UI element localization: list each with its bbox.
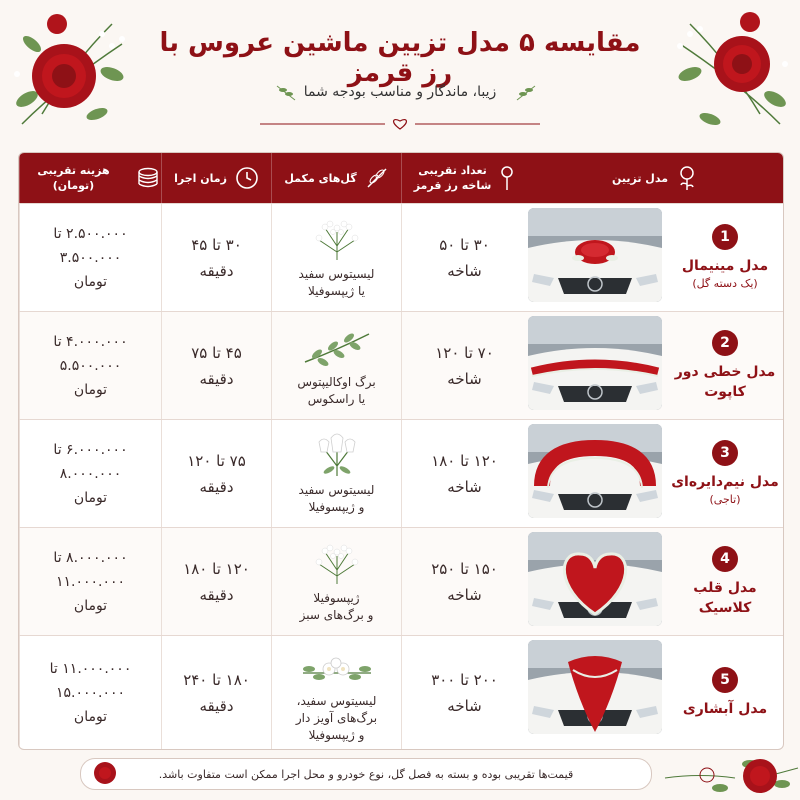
- model-number-badge: 5: [712, 667, 738, 693]
- cell-cost: [19, 528, 161, 636]
- table-row: [19, 635, 783, 750]
- cost-range-from: ۶.۰۰۰.۰۰۰ تا: [53, 442, 128, 458]
- model-info: [667, 204, 783, 312]
- leaf-icon: [365, 166, 389, 190]
- complementary-flowers-icon: [297, 643, 377, 689]
- complementary-flowers: [299, 482, 375, 516]
- cell-time: [161, 204, 271, 312]
- car-decoration-image: [528, 640, 662, 734]
- cost-range-from: ۱۱.۰۰۰.۰۰۰ تا: [49, 661, 132, 677]
- model-name: مدل نیم‌دایره‌ای: [671, 474, 779, 490]
- col-header-model-label: مدل تزیین: [611, 171, 669, 185]
- cell-model: [527, 420, 783, 528]
- model-info: [667, 528, 783, 636]
- page-title: مقایسه ۵ مدل تزیین ماشین عروس با رز قرمز: [159, 28, 641, 88]
- rose-bouquet-bottom-right-icon: [660, 748, 800, 800]
- flowers-line-1: لیسیتوس سفید: [298, 483, 375, 497]
- execution-time-unit: دقیقه: [199, 262, 234, 280]
- cost-range-to: ۸.۰۰۰.۰۰۰: [59, 466, 122, 482]
- model-name: مدل خطی دور کاپوت: [674, 364, 776, 400]
- cell-flowers: [271, 636, 401, 750]
- col-header-time-label: زمان اجرا: [174, 171, 227, 185]
- col-header-cost: [19, 153, 161, 203]
- cell-time: [161, 528, 271, 636]
- cell-cost: [19, 636, 161, 750]
- rose-count: ۱۲۰ تا ۱۸۰: [431, 452, 498, 470]
- rose-count: ۲۰۰ تا ۳۰۰: [431, 671, 498, 689]
- rose-count-unit: شاخه: [447, 697, 482, 715]
- model-info: [667, 312, 783, 420]
- complementary-flowers-icon: [297, 324, 377, 370]
- execution-time: ۴۵ تا ۷۵: [191, 344, 242, 362]
- cost-unit: تومان: [73, 598, 108, 614]
- execution-time-unit: دقیقه: [199, 697, 234, 715]
- model-name: مدل مینیمال: [681, 258, 769, 274]
- car-decoration-image: [528, 316, 662, 410]
- model-name: مدل قلب کلاسیک: [693, 580, 757, 616]
- cell-cost: [19, 420, 161, 528]
- cell-time: [161, 636, 271, 750]
- rose-count-unit: شاخه: [447, 586, 482, 604]
- footer-note: قیمت‌ها تقریبی بوده و بسته به فصل گل، نوع خودرو و محل اجرا ممکن است متفاوت باشد.: [158, 767, 574, 781]
- cell-time: [161, 312, 271, 420]
- comparison-table: [18, 152, 784, 750]
- execution-time-unit: دقیقه: [199, 478, 234, 496]
- execution-time: ۱۸۰ تا ۲۴۰: [183, 671, 250, 689]
- model-info: [667, 636, 783, 750]
- complementary-flowers-icon: [297, 432, 377, 478]
- cost-range-to: ۳.۵۰۰.۰۰۰: [59, 250, 122, 266]
- clock-icon: [235, 166, 259, 190]
- execution-time: ۱۲۰ تا ۱۸۰: [183, 560, 250, 578]
- rose-bouquet-top-left-icon: [2, 4, 142, 144]
- col-header-count-line2: شاخه رز قرمز: [413, 179, 492, 192]
- rose-count-unit: شاخه: [447, 478, 482, 496]
- col-header-count: [401, 153, 527, 203]
- cell-model: [527, 204, 783, 312]
- rose-count: ۱۵۰ تا ۲۵۰: [431, 560, 498, 578]
- execution-time-unit: دقیقه: [199, 370, 234, 388]
- cell-time: [161, 420, 271, 528]
- complementary-flowers: [297, 374, 375, 408]
- flowers-line-2: برگ‌های آویز دار: [295, 710, 378, 725]
- cost-range-from: ۸.۰۰۰.۰۰۰ تا: [53, 550, 128, 566]
- cell-cost: [19, 312, 161, 420]
- rose-icon: [676, 165, 698, 191]
- cell-count: [401, 204, 527, 312]
- rose-count-unit: شاخه: [447, 262, 482, 280]
- table-header: [19, 153, 783, 203]
- model-number-badge: 1: [712, 224, 738, 250]
- cell-model: [527, 312, 783, 420]
- model-subtitle: (تاجی): [709, 493, 741, 506]
- cell-model: [527, 528, 783, 636]
- car-decoration-image: [528, 532, 662, 626]
- cost-range-to: ۵.۵۰۰.۰۰۰: [59, 358, 122, 374]
- complementary-flowers: [299, 266, 375, 300]
- flowers-line-1: برگ اوکالیپتوس: [297, 375, 376, 389]
- cell-count: [401, 636, 527, 750]
- table-row: [19, 203, 783, 312]
- coins-icon: [135, 166, 161, 190]
- flowers-line-1: ژیپسوفیلا: [313, 591, 360, 605]
- execution-time: ۳۰ تا ۴۵: [191, 236, 242, 254]
- model-number-badge: 4: [712, 546, 738, 572]
- col-header-count-label: [414, 163, 492, 193]
- cell-flowers: [271, 528, 401, 636]
- cell-count: [401, 420, 527, 528]
- footer-note-box: [80, 758, 652, 790]
- rose-footer-left-icon: [90, 758, 120, 788]
- rose-bouquet-top-right-icon: [660, 4, 800, 144]
- cost-range-to: ۱۱.۰۰۰.۰۰۰: [55, 574, 126, 590]
- complementary-flowers: [300, 590, 374, 624]
- flowers-line-2: یا راسکوس: [307, 392, 366, 406]
- car-decoration-image: [528, 208, 662, 302]
- col-header-flowers: [271, 153, 401, 203]
- col-header-count-line1: تعداد تقریبی: [418, 164, 487, 177]
- cell-cost: [19, 204, 161, 312]
- rose-stem-icon: [499, 165, 515, 191]
- cost-unit: تومان: [73, 709, 108, 725]
- table-row: [19, 311, 783, 420]
- complementary-flowers-icon: [297, 540, 377, 586]
- cell-flowers: [271, 420, 401, 528]
- flowers-line-2: و برگ‌های سبز: [299, 608, 374, 622]
- complementary-flowers-icon: [297, 216, 377, 262]
- cost-range-to: ۱۵.۰۰۰.۰۰۰: [55, 685, 126, 701]
- execution-time-unit: دقیقه: [199, 586, 234, 604]
- model-number-badge: 3: [712, 440, 738, 466]
- col-header-cost-label: هزینه تقریبی (تومان): [37, 164, 110, 192]
- col-header-model: [527, 153, 783, 203]
- flowers-line-3: و ژیپسوفیلا: [308, 727, 365, 742]
- col-header-time: [161, 153, 271, 203]
- cell-count: [401, 528, 527, 636]
- rose-count: ۳۰ تا ۵۰: [439, 236, 490, 254]
- complementary-flowers: [296, 693, 377, 744]
- heart-divider-icon: [250, 116, 550, 132]
- cost-unit: تومان: [73, 274, 108, 290]
- model-number-badge: 2: [712, 330, 738, 356]
- model-info: [667, 420, 783, 528]
- cell-count: [401, 312, 527, 420]
- cell-flowers: [271, 312, 401, 420]
- model-subtitle: (یک دسته گل): [692, 277, 758, 290]
- rose-count-unit: شاخه: [447, 370, 482, 388]
- cost-range-from: ۴.۰۰۰.۰۰۰ تا: [53, 334, 128, 350]
- flowers-line-1: لیسیتوس سفید،: [296, 693, 377, 708]
- cost-range-from: ۲.۵۰۰.۰۰۰ تا: [53, 226, 128, 242]
- car-decoration-image: [528, 424, 662, 518]
- flowers-line-1: لیسیتوس سفید: [298, 267, 375, 281]
- flowers-line-2: و ژیپسوفیلا: [308, 500, 365, 514]
- model-name: مدل آبشاری: [682, 701, 768, 717]
- cell-flowers: [271, 204, 401, 312]
- execution-time: ۷۵ تا ۱۲۰: [187, 452, 246, 470]
- cost-unit: تومان: [73, 382, 108, 398]
- flowers-line-2: یا ژیپسوفیلا: [308, 284, 365, 298]
- rose-count: ۷۰ تا ۱۲۰: [435, 344, 494, 362]
- cost-unit: تومان: [73, 490, 108, 506]
- leaf-sprig-icon: [275, 84, 297, 102]
- col-header-flowers-label: گل‌های مکمل: [284, 171, 357, 185]
- cell-model: [527, 636, 783, 750]
- page-subtitle: زیبا، ماندگار و مناسب بودجه شما: [303, 84, 497, 100]
- table-row: [19, 419, 783, 528]
- table-row: [19, 527, 783, 636]
